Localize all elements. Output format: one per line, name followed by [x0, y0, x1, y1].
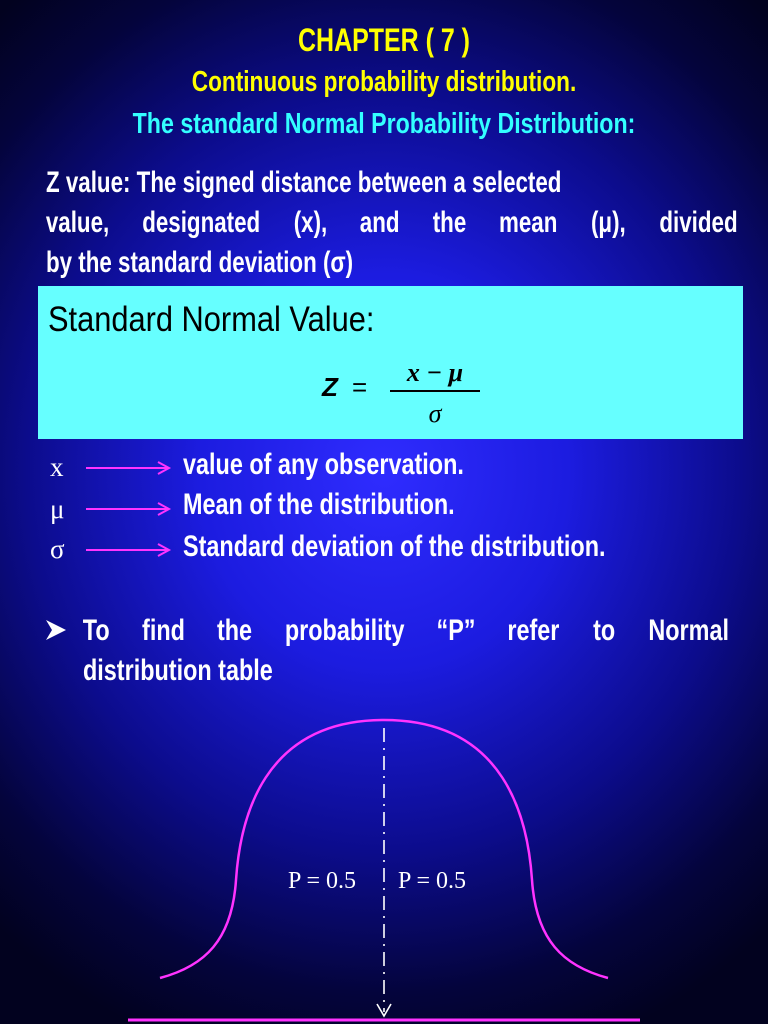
legend-text-sigma: Standard deviation of the distribution.	[183, 530, 606, 563]
chapter-title: CHAPTER ( 7 )	[298, 22, 470, 58]
arrow-right-icon	[86, 540, 172, 560]
probability-right-label: P = 0.5	[398, 868, 466, 894]
legend-symbol-x: x	[50, 452, 64, 482]
legend-text-x: value of any observation.	[183, 448, 464, 481]
bullet-word: Normal	[647, 614, 729, 647]
fraction-bar	[390, 390, 480, 392]
legend-text-mu: Mean of the distribution.	[183, 488, 455, 521]
normal-curve-diagram	[0, 700, 768, 1024]
z-definition-word: designated	[142, 206, 261, 239]
z-definition-word: divided	[659, 206, 738, 239]
bullet-word: refer	[507, 614, 560, 647]
z-definition-line-1: Z value: The signed distance between a selected	[46, 166, 562, 199]
z-definition-line-2	[46, 206, 738, 240]
formula-lhs: Z	[322, 372, 338, 402]
z-definition-word: value,	[45, 206, 110, 239]
formula-equals: =	[352, 372, 368, 402]
formula-box-title: Standard Normal Value:	[48, 300, 375, 339]
probability-left-label: P = 0.5	[288, 868, 356, 894]
formula-denominator: σ	[428, 399, 442, 428]
z-definition-word: and	[360, 206, 400, 239]
bullet-line-1	[83, 614, 729, 648]
bullet-word: probability	[284, 614, 405, 647]
arrow-right-icon	[86, 499, 172, 519]
bullet-word: the	[217, 614, 253, 647]
z-definition-word: mean	[499, 206, 558, 239]
z-definition-word: the	[432, 206, 467, 239]
arrow-right-icon	[86, 458, 172, 478]
bullet-word: to	[592, 614, 615, 647]
bullet-line-2: distribution table	[83, 654, 273, 687]
z-definition-line-3: by the standard deviation (σ)	[46, 246, 354, 279]
z-definition-word: (μ),	[590, 206, 626, 239]
chapter-subtitle: Continuous probability distribution.	[191, 66, 577, 98]
formula-numerator: x − μ	[406, 358, 464, 387]
z-definition-word: (x),	[293, 206, 328, 239]
formula-box	[38, 286, 743, 439]
bullet-word: To	[82, 614, 110, 647]
bullet-word: “P”	[436, 614, 476, 647]
legend-symbol-mu: μ	[50, 494, 65, 524]
arrow-bullet-icon	[44, 618, 68, 642]
bullet-word: find	[142, 614, 185, 647]
section-heading: The standard Normal Probability Distribution:	[132, 108, 636, 140]
legend-symbol-sigma: σ	[50, 534, 65, 564]
